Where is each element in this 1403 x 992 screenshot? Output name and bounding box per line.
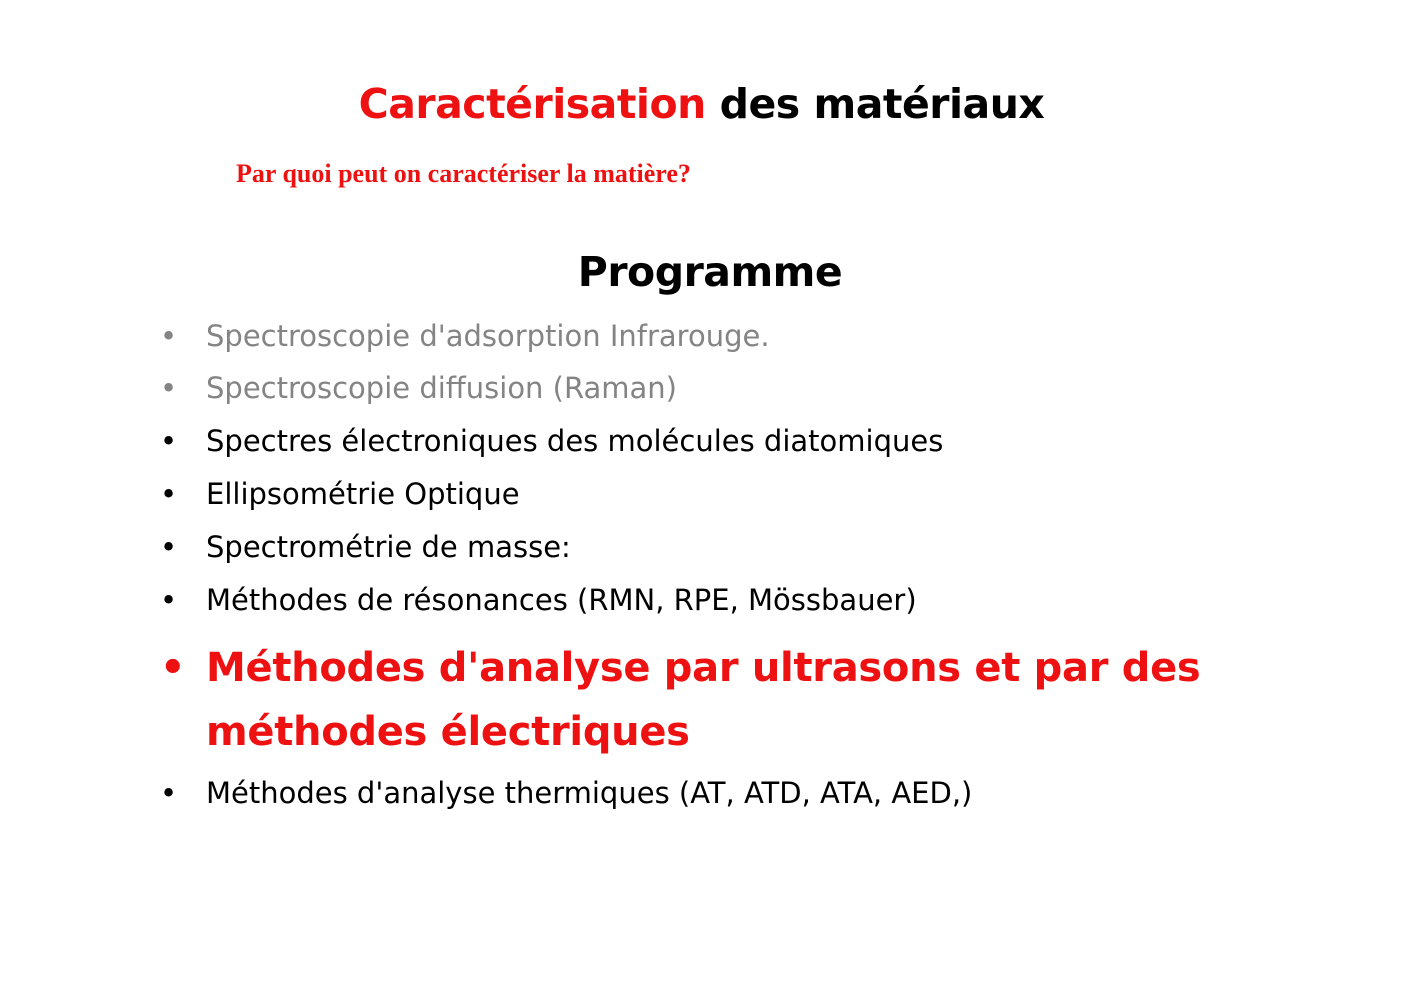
list-item-label: Méthodes de résonances (RMN, RPE, Mössbauer) [206, 583, 917, 617]
list-item-label: Spectres électroniques des molécules diatomiques [206, 424, 944, 458]
list-item-label [206, 636, 1200, 764]
list-item-label: Ellipsométrie Optique [206, 477, 520, 511]
list-item-label: Spectroscopie diffusion (Raman) [206, 371, 677, 405]
list-item-label: Spectroscopie d'adsorption Infrarouge. [206, 319, 770, 353]
bullet-icon: • [160, 477, 178, 511]
section-heading: Programme [577, 248, 843, 296]
bullet-icon: • [160, 530, 178, 564]
list-item-highlighted [160, 636, 1200, 764]
bullet-icon: • [160, 645, 186, 691]
list-item [160, 580, 917, 620]
bullet-icon: • [160, 371, 178, 405]
bullet-icon: • [160, 776, 178, 810]
bullet-icon: • [160, 583, 178, 617]
list-item-line: Méthodes d'analyse par ultrasons et par des [206, 645, 1201, 691]
list-item [160, 474, 520, 514]
list-item-label: Spectrométrie de masse: [206, 530, 571, 564]
list-item [160, 316, 770, 356]
title-accent-word: Caractérisation [358, 80, 706, 128]
list-item [160, 421, 943, 461]
title-rest: des matériaux [705, 80, 1045, 128]
slide-title [0, 76, 1403, 132]
subtitle-question: Par quoi peut on caractériser la matière? [236, 159, 691, 188]
list-item-line: méthodes électriques [206, 709, 690, 755]
bullet-icon: • [160, 319, 178, 353]
list-item-label: Méthodes d'analyse thermiques (AT, ATD, ATA, AED,) [206, 776, 973, 810]
list-item [160, 527, 571, 567]
list-item [160, 368, 677, 408]
list-item [160, 773, 972, 813]
bullet-icon: • [160, 424, 178, 458]
